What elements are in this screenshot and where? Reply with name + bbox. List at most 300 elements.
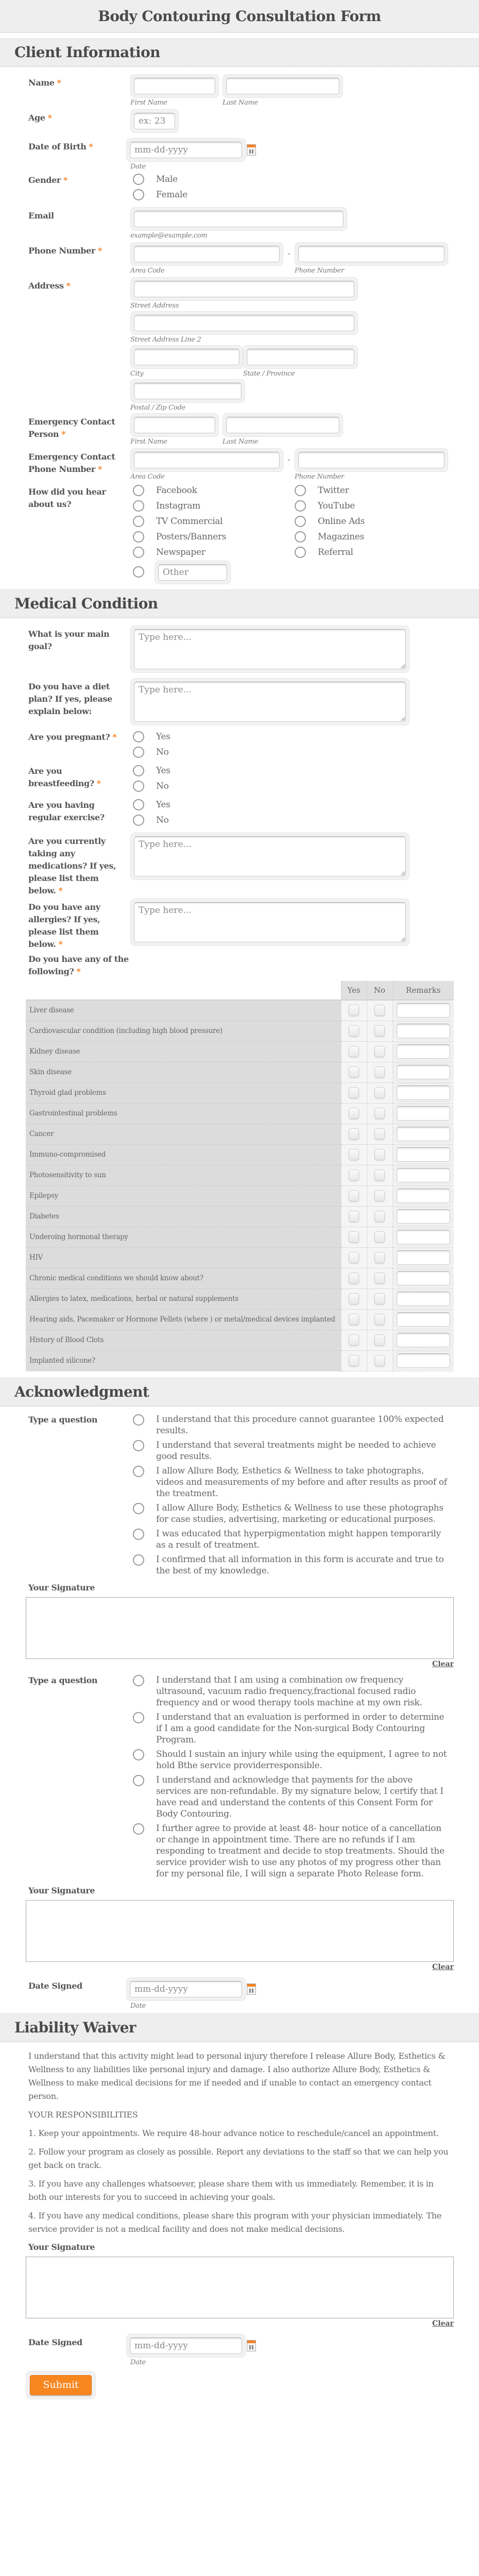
radio-option[interactable] (130, 1554, 450, 1577)
goal-label: What is your main goal? (28, 629, 110, 651)
remarks-input[interactable] (397, 1147, 450, 1162)
date-sublabel: Date (130, 2358, 146, 2366)
condition-label: Epilepsy (26, 1185, 341, 1206)
checkbox-no[interactable] (374, 1128, 385, 1140)
checkbox-yes[interactable] (349, 1355, 359, 1366)
radio-icon[interactable] (133, 189, 144, 200)
section-title: Acknowledgment (14, 1383, 149, 1400)
remarks-wrapper (394, 1022, 453, 1040)
checkbox-yes[interactable] (349, 1314, 359, 1325)
emergency-contact-phone-row (0, 448, 479, 483)
goal-textarea[interactable] (134, 629, 406, 669)
date-signed-input[interactable] (130, 1981, 242, 1997)
checkbox-yes[interactable] (349, 1149, 359, 1160)
other-input[interactable] (158, 564, 227, 581)
phone-number-input[interactable] (298, 246, 444, 262)
breastfeeding-label: Are you breastfeeding? (28, 766, 94, 788)
radio-option[interactable] (130, 1711, 450, 1745)
radio-option-label: Facebook (156, 485, 197, 496)
date-signed-input[interactable] (130, 2337, 242, 2354)
address-row (0, 277, 479, 413)
radio-option-label: I allow Allure Body, Esthetics & Wellness to take photographs, videos and measurements of my before and after results as proof of the treatment. (156, 1465, 447, 1499)
remarks-wrapper (394, 1207, 453, 1226)
dob-label: Date of Birth (28, 142, 87, 151)
radio-icon[interactable] (133, 1554, 144, 1566)
table-row (26, 1268, 454, 1289)
condition-label: Cancer (26, 1124, 341, 1144)
diet-label: Do you have a diet plan? If yes, please explain below: (28, 682, 112, 716)
referral-options-right (292, 484, 365, 562)
radio-icon[interactable] (295, 516, 306, 527)
radio-option[interactable] (130, 189, 187, 204)
remarks-input[interactable] (397, 1189, 450, 1203)
ec-first-name-input[interactable] (134, 417, 215, 433)
cell-yes (341, 1165, 367, 1185)
street-address-sublabel: Street Address (130, 302, 179, 310)
table-row (26, 1062, 454, 1082)
waiver-paragraph: 3. If you have any challenges whatsoever, please share them with us immediately. Remember, it is in both our interests for you to succeed in achieving your goals. (28, 2178, 434, 2202)
phone-separator: - (287, 454, 290, 464)
phone-separator: - (287, 248, 290, 258)
remarks-wrapper (394, 1125, 453, 1143)
condition-label: Chronic medical conditions we should know about? (26, 1268, 341, 1289)
calendar-icon[interactable] (247, 144, 256, 156)
age-label: Age (28, 113, 45, 123)
radio-icon[interactable] (133, 1749, 144, 1760)
radio-icon[interactable] (133, 747, 144, 758)
checkbox-yes[interactable] (349, 1293, 359, 1304)
cell-remarks (392, 1103, 454, 1124)
conditions-label: Do you have any of the following? (28, 954, 129, 976)
name-row (0, 74, 479, 109)
remarks-input[interactable] (397, 1271, 450, 1285)
radio-option[interactable] (130, 746, 170, 761)
radio-option[interactable] (130, 799, 170, 814)
checkbox-no[interactable] (374, 1170, 385, 1181)
cell-yes (341, 1247, 367, 1268)
cell-remarks (392, 1227, 454, 1247)
remarks-wrapper (394, 1001, 453, 1020)
radio-option[interactable] (130, 1502, 450, 1525)
radio-option[interactable] (130, 1528, 450, 1551)
radio-option-label: Twitter (318, 485, 349, 496)
required-mark: * (97, 464, 102, 474)
radio-icon[interactable] (133, 1823, 144, 1835)
breastfeeding-radio-group (130, 765, 170, 799)
cell-remarks (392, 1165, 454, 1185)
required-mark: * (57, 78, 61, 88)
required-mark: * (66, 281, 71, 291)
street-address-input[interactable] (134, 281, 354, 297)
gender-radio-group (130, 173, 187, 207)
radio-option[interactable] (130, 173, 187, 189)
remarks-wrapper (394, 1248, 453, 1267)
cell-yes (341, 1206, 367, 1227)
checkbox-no[interactable] (374, 1334, 385, 1346)
condition-label: History of Blood Clots (26, 1330, 341, 1350)
ec-area-code-input[interactable] (134, 452, 280, 468)
remarks-input[interactable] (397, 1292, 450, 1306)
checkbox-no[interactable] (374, 1149, 385, 1160)
checkbox-yes[interactable] (349, 1231, 359, 1243)
acknowledgment-options-1 (130, 1414, 450, 1580)
emergency-contact-person-row (0, 413, 479, 448)
radio-option-label: No (156, 747, 169, 757)
radio-icon[interactable] (133, 1712, 144, 1723)
checkbox-no[interactable] (374, 1314, 385, 1325)
required-mark: * (96, 778, 101, 788)
radio-option[interactable] (130, 1439, 450, 1462)
remarks-input[interactable] (397, 1086, 450, 1100)
table-row (26, 1021, 454, 1041)
radio-option[interactable] (130, 1674, 450, 1708)
ec-phone-number-input[interactable] (298, 452, 444, 468)
section-title: Medical Condition (14, 595, 158, 612)
checkbox-yes[interactable] (349, 1128, 359, 1140)
cell-yes (341, 1082, 367, 1103)
first-name-input[interactable] (134, 78, 215, 94)
required-mark: * (58, 939, 63, 949)
allergies-textarea[interactable] (134, 902, 406, 942)
radio-icon[interactable] (133, 1775, 144, 1786)
radio-icon[interactable] (133, 1675, 144, 1686)
checkbox-no[interactable] (374, 1355, 385, 1366)
date-signed-label: Date Signed (28, 2337, 82, 2347)
calendar-icon[interactable] (247, 2340, 256, 2351)
pregnant-row (0, 731, 479, 765)
checkbox-no[interactable] (374, 1190, 385, 1201)
checkbox-no[interactable] (374, 1231, 385, 1243)
clear-signature-link[interactable]: Clear (432, 1962, 454, 1971)
cell-remarks (392, 1350, 454, 1371)
remarks-input[interactable] (397, 1209, 450, 1224)
table-row (26, 1000, 454, 1021)
signature-pad[interactable] (26, 1900, 454, 1962)
required-mark: * (112, 732, 117, 742)
condition-label: Photosensitivity to sun (26, 1165, 341, 1185)
table-row (26, 1247, 454, 1268)
section-header (0, 38, 479, 67)
cell-remarks (392, 1289, 454, 1309)
checkbox-no[interactable] (374, 1005, 385, 1016)
waiver-paragraph: YOUR RESPONSIBILITIES (28, 2109, 138, 2120)
radio-icon[interactable] (133, 531, 144, 543)
radio-icon[interactable] (133, 516, 144, 527)
remarks-wrapper (394, 1083, 453, 1102)
medications-row (0, 833, 479, 899)
ec-last-name-input[interactable] (226, 417, 339, 433)
radio-icon[interactable] (133, 1440, 144, 1451)
exercise-label: Are you having regular exercise? (28, 800, 105, 822)
checkbox-yes[interactable] (349, 1108, 359, 1119)
radio-option[interactable] (292, 484, 365, 500)
cell-yes (341, 1103, 367, 1124)
remarks-wrapper (394, 1145, 453, 1164)
radio-option[interactable] (130, 731, 170, 746)
area-code-sublabel: Area Code (130, 267, 165, 275)
radio-option[interactable] (130, 780, 170, 795)
cell-remarks (392, 1268, 454, 1289)
checkbox-no[interactable] (374, 1252, 385, 1263)
cell-remarks (392, 1185, 454, 1206)
area-code-input[interactable] (134, 246, 280, 262)
radio-option-label: Yes (156, 732, 170, 742)
remarks-wrapper (394, 1063, 453, 1081)
remarks-input[interactable] (397, 1353, 450, 1368)
last-name-sublabel: Last Name (223, 99, 258, 107)
cell-yes (341, 1227, 367, 1247)
client-information-section (0, 38, 479, 589)
condition-label: Underoing hormonal therapy (26, 1227, 341, 1247)
checkbox-yes[interactable] (349, 1252, 359, 1263)
email-input[interactable] (134, 211, 344, 227)
required-mark: * (61, 429, 66, 439)
remarks-input[interactable] (397, 1127, 450, 1141)
signature-pad[interactable] (26, 1597, 454, 1659)
radio-icon[interactable] (133, 566, 144, 578)
radio-option[interactable] (130, 1414, 450, 1436)
radio-option[interactable] (130, 1465, 450, 1499)
radio-option-label: YouTube (318, 501, 355, 511)
cell-remarks (392, 1309, 454, 1330)
date-signed-row (0, 1977, 479, 2013)
waiver-paragraph: 2. Follow your program as closely as possible. Report any deviations to the staff so that we can help you get back on track. (28, 2146, 449, 2170)
radio-option[interactable] (292, 500, 365, 515)
clear-signature-link[interactable]: Clear (432, 2319, 454, 2328)
zip-input[interactable] (134, 383, 242, 399)
remarks-wrapper (394, 1166, 453, 1184)
cell-no (367, 1268, 392, 1289)
remarks-input[interactable] (397, 1024, 450, 1038)
radio-option[interactable] (130, 1749, 450, 1771)
checkbox-yes[interactable] (349, 1066, 359, 1078)
referral-source-label: How did you hear about us? (28, 487, 106, 509)
city-input[interactable] (134, 349, 239, 365)
gender-row (0, 173, 479, 207)
radio-option[interactable] (130, 1774, 450, 1820)
remarks-input[interactable] (397, 1333, 450, 1347)
remarks-input[interactable] (397, 1003, 450, 1018)
checkbox-no[interactable] (374, 1087, 385, 1098)
radio-icon[interactable] (133, 815, 144, 826)
radio-option[interactable] (130, 765, 170, 780)
radio-option-other[interactable] (130, 566, 460, 591)
radio-option[interactable] (130, 1823, 450, 1879)
checkbox-no[interactable] (374, 1108, 385, 1119)
radio-option[interactable] (130, 814, 170, 829)
remarks-wrapper (394, 1290, 453, 1308)
email-row (0, 207, 479, 242)
calendar-icon[interactable] (247, 1984, 256, 1995)
checkbox-yes[interactable] (349, 1211, 359, 1222)
cell-yes (341, 1062, 367, 1082)
cell-yes (341, 1124, 367, 1144)
radio-icon[interactable] (295, 531, 306, 543)
radio-option-label: I understand and acknowledge that payments for the above services are non-refundable. By my signature below, I certify that I have read and understand the contents of this Consent Form for Body Contouring. (156, 1774, 443, 1819)
cell-no (367, 1247, 392, 1268)
dob-input[interactable] (130, 142, 242, 158)
state-input[interactable] (247, 349, 354, 365)
zip-sublabel: Postal / Zip Code (130, 404, 185, 412)
address-label: Address (28, 281, 64, 291)
required-mark: * (47, 113, 52, 123)
radio-option-label: No (156, 781, 169, 791)
condition-label: Hearing aids, Pacemaker or Hormone Pellets (where ) or metal/medical devices implanted (26, 1309, 341, 1330)
checkbox-yes[interactable] (349, 1190, 359, 1201)
checkbox-yes[interactable] (349, 1025, 359, 1037)
phone-row (0, 242, 479, 277)
radio-icon[interactable] (133, 547, 144, 558)
radio-icon[interactable] (133, 765, 144, 776)
table-row (26, 1165, 454, 1185)
checkbox-yes[interactable] (349, 1087, 359, 1098)
phone-label: Phone Number (28, 246, 95, 256)
radio-icon[interactable] (133, 1503, 144, 1514)
radio-icon[interactable] (295, 547, 306, 558)
cell-remarks (392, 1144, 454, 1165)
table-row (26, 1309, 454, 1330)
pregnant-radio-group (130, 731, 170, 765)
dob-row (0, 138, 479, 173)
signature-pad[interactable] (26, 2257, 454, 2318)
ec-phone-number-sublabel: Phone Number (295, 473, 344, 481)
radio-option-label: I understand that this procedure cannot guarantee 100% expected results. (156, 1414, 444, 1436)
emergency-contact-person-label: Emergency Contact Person (28, 417, 115, 439)
cell-remarks (392, 1082, 454, 1103)
condition-label: Implanted silicone? (26, 1350, 341, 1371)
section-title: Client Information (14, 44, 160, 61)
condition-label: Liver disease (26, 1000, 341, 1021)
diet-textarea[interactable] (134, 682, 406, 722)
date-signed-label: Date Signed (28, 1980, 82, 1991)
condition-label: Kidney disease (26, 1041, 341, 1062)
radio-option-label: Should I sustain an injury while using the equipment, I agree to not hold Bthe service providerresponsible. (156, 1749, 447, 1771)
age-input[interactable] (134, 113, 175, 129)
remarks-input[interactable] (397, 1230, 450, 1244)
exercise-radio-group (130, 799, 170, 833)
cell-no (367, 1330, 392, 1350)
medications-textarea[interactable] (134, 836, 406, 876)
cell-remarks (392, 1206, 454, 1227)
radio-option-label: Magazines (318, 532, 364, 542)
checkbox-no[interactable] (374, 1046, 385, 1057)
checkbox-yes[interactable] (349, 1273, 359, 1284)
required-mark: * (97, 246, 102, 256)
radio-option-label: Yes (156, 800, 170, 810)
radio-option-label: I confirmed that all information in this form is accurate and true to the best of my knowledge. (156, 1554, 444, 1576)
cell-yes (341, 1350, 367, 1371)
date-sublabel: Date (130, 2002, 146, 2010)
radio-icon[interactable] (133, 485, 144, 496)
radio-option-label: Newspaper (156, 547, 206, 557)
checkbox-yes[interactable] (349, 1046, 359, 1057)
cell-remarks (392, 1124, 454, 1144)
radio-icon[interactable] (133, 1466, 144, 1477)
remarks-input[interactable] (397, 1106, 450, 1121)
checkbox-yes[interactable] (349, 1334, 359, 1346)
medical-condition-section (0, 589, 479, 1378)
radio-icon[interactable] (295, 485, 306, 496)
checkbox-no[interactable] (374, 1025, 385, 1037)
radio-icon[interactable] (295, 500, 306, 512)
question-label: Type a question (28, 1414, 98, 1425)
radio-icon[interactable] (133, 799, 144, 810)
goal-row (0, 625, 479, 678)
phone-number-sublabel: Phone Number (295, 267, 344, 275)
cell-no (367, 1227, 392, 1247)
radio-option[interactable] (292, 515, 365, 531)
required-mark: * (76, 967, 81, 976)
cell-yes (341, 1330, 367, 1350)
emergency-contact-phone-label: Emergency Contact Phone Number (28, 452, 115, 474)
radio-option[interactable] (292, 531, 365, 546)
allergies-label: Do you have any allergies? If yes, please list them below. (28, 902, 100, 949)
remarks-wrapper (394, 1042, 453, 1061)
condition-label: HIV (26, 1247, 341, 1268)
remarks-input[interactable] (397, 1250, 450, 1265)
street-address-line2-input[interactable] (134, 315, 354, 331)
clear-signature-link[interactable]: Clear (432, 1659, 454, 1668)
checkbox-no[interactable] (374, 1273, 385, 1284)
checkbox-no[interactable] (374, 1066, 385, 1078)
radio-option-label: Online Ads (318, 516, 365, 527)
cell-no (367, 1350, 392, 1371)
table-row (26, 1041, 454, 1062)
remarks-input[interactable] (397, 1044, 450, 1059)
remarks-input[interactable] (397, 1312, 450, 1327)
last-name-input[interactable] (226, 78, 339, 94)
age-row (0, 109, 479, 138)
radio-option-label: Instagram (156, 501, 200, 511)
section-title: Liability Waiver (14, 2019, 136, 2036)
column-header-remarks: Remarks (392, 981, 454, 1000)
street-address-line2-sublabel: Street Address Line 2 (130, 336, 201, 344)
cell-no (367, 1289, 392, 1309)
radio-icon[interactable] (133, 174, 144, 185)
cell-no (367, 1062, 392, 1082)
remarks-input[interactable] (397, 1168, 450, 1182)
cell-remarks (392, 1000, 454, 1021)
ec-first-name-sublabel: First Name (130, 438, 167, 446)
checkbox-yes[interactable] (349, 1005, 359, 1016)
radio-option-label: Male (156, 174, 178, 184)
cell-remarks (392, 1041, 454, 1062)
submit-button[interactable]: Submit (30, 2375, 92, 2395)
radio-option-label: I understand that an evaluation is performed in order to determine if I am a good candidate for the Non-surgical Body Contouring Program. (156, 1711, 444, 1745)
checkbox-yes[interactable] (349, 1170, 359, 1181)
checkbox-no[interactable] (374, 1293, 385, 1304)
cell-no (367, 1082, 392, 1103)
conditions-matrix (26, 981, 454, 1371)
condition-label: Immuno-compromised (26, 1144, 341, 1165)
checkbox-no[interactable] (374, 1211, 385, 1222)
radio-icon[interactable] (133, 1414, 144, 1426)
column-header-no: No (367, 981, 392, 1000)
table-row (26, 1103, 454, 1124)
remarks-wrapper (394, 1310, 453, 1329)
city-sublabel: City (130, 370, 144, 378)
remarks-input[interactable] (397, 1065, 450, 1079)
radio-option[interactable] (292, 546, 365, 562)
radio-icon[interactable] (133, 1529, 144, 1540)
radio-option-label: Posters/Banners (156, 532, 227, 542)
radio-icon[interactable] (133, 500, 144, 512)
remarks-wrapper (394, 1104, 453, 1123)
table-row (26, 1330, 454, 1350)
radio-option-label: I was educated that hyperpigmentation might happen temporarily as a result of treatment. (156, 1528, 441, 1550)
radio-icon[interactable] (133, 781, 144, 792)
radio-icon[interactable] (133, 731, 144, 742)
